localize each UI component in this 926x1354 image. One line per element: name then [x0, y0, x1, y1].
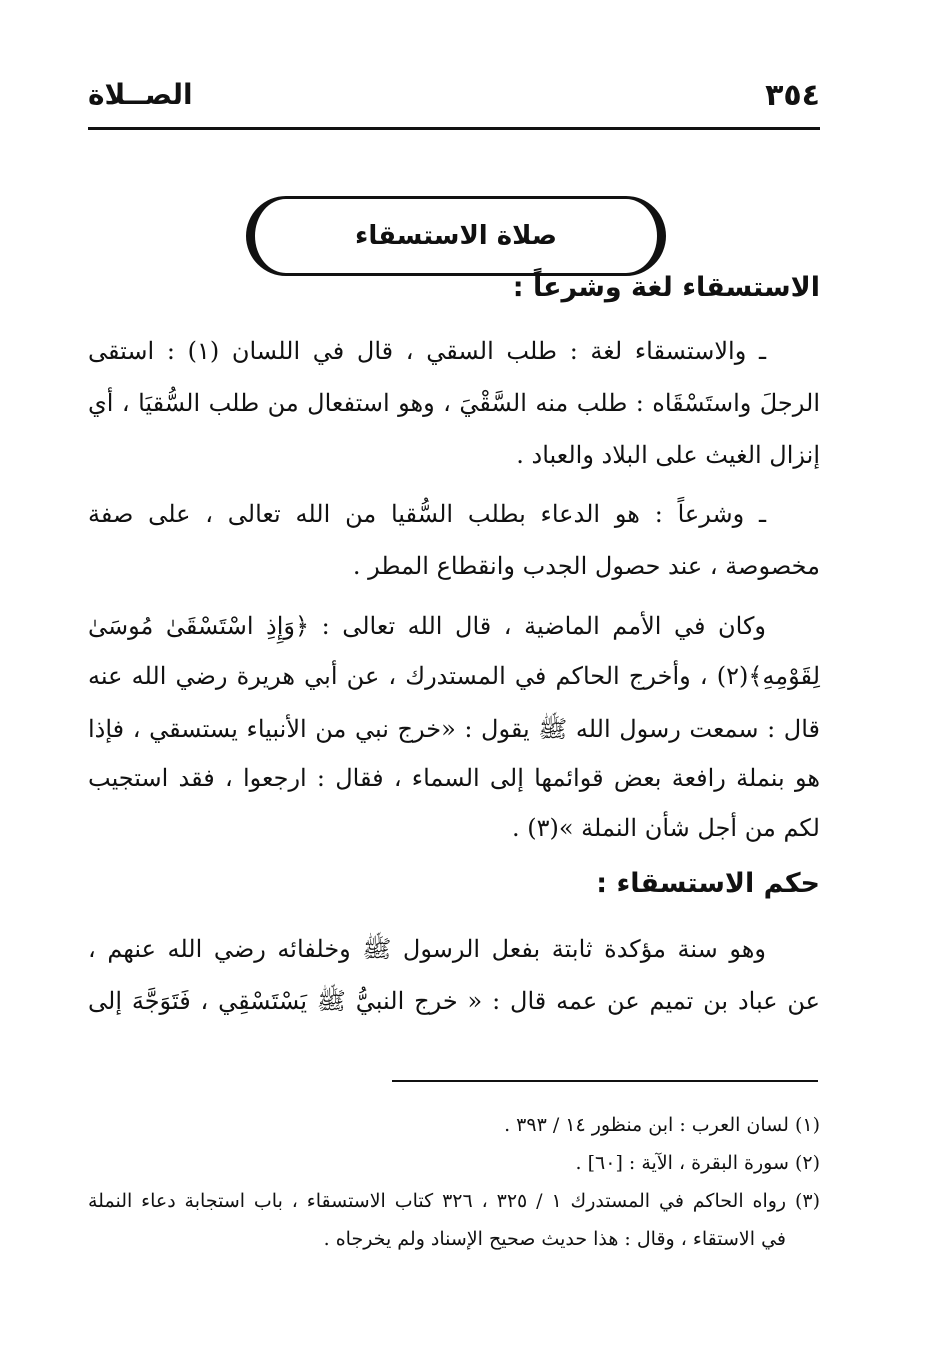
heading-definition: الاستسقاء لغة وشرعاً : — [512, 272, 820, 303]
running-title: الصــلاة — [88, 78, 193, 111]
text-line: قال : سمعت رسول الله ﷺ يقول : «خرج نبي من الأنبياء يستسقي ، فإذا — [88, 715, 821, 743]
footnote-rule — [392, 1080, 818, 1082]
section-title: صلاة الاستسقاء — [355, 221, 557, 251]
footnote: (٢) سورة البقرة ، الآية : [٦٠] . — [575, 1152, 820, 1174]
page-header — [88, 78, 820, 122]
footnote: (٣) رواه الحاكم في المستدرك ١ / ٣٢٥ ، ٣٢٦ كتاب الاستسقاء ، باب استجابة دعاء النملة — [88, 1190, 821, 1212]
footnote: (١) لسان العرب : ابن منظور ١٤ / ٣٩٣ . — [504, 1114, 820, 1136]
text-line: إنزال الغيث على البلاد والعباد . — [516, 441, 820, 469]
text-line: هو بنملة رافعة بعض قوائمها إلى السماء ، فقال : ارجعوا ، فقد استجيب — [88, 764, 820, 792]
heading-ruling: حكم الاستسقاء : — [596, 868, 820, 899]
text-line: وهو سنة مؤكدة ثابتة بفعل الرسول ﷺ وخلفائه رضي الله عنهم ، — [88, 935, 766, 963]
text-line: لِقَوْمِهِ﴾(٢) ، وأخرج الحاكم في المستدرك ، عن أبي هريرة رضي الله عنه — [88, 662, 820, 690]
text-line: ـ وشرعاً : هو الدعاء بطلب السُّقيا من الله تعالى ، على صفة — [88, 500, 766, 528]
text-line: ـ والاستسقاء لغة : طلب السقي ، قال في اللسان (١) : استقى — [88, 337, 766, 365]
text-line: عن عباد بن تميم عن عمه قال : « خرج النبيُّ ﷺ يَسْتَسْقِي ، فَتَوَجَّهَ إلى — [88, 987, 820, 1015]
section-title-frame — [246, 196, 666, 276]
text-line: مخصوصة ، عند حصول الجدب وانقطاع المطر . — [352, 552, 820, 580]
text-line: الرجلَ واستَسْقَاه : طلب منه السَّقْيَ ، وهو استفعال من طلب السُّقيَا ، أي — [88, 389, 820, 417]
text-line: وكان في الأمم الماضية ، قال الله تعالى : ﴿وَإِذِ اسْتَسْقَىٰ مُوسَىٰ — [88, 612, 766, 640]
page-number: ٣٥٤ — [765, 78, 820, 113]
footnote-continuation: في الاستقاء ، وقال : هذا حديث صحيح الإسناد ولم يخرجاه . — [323, 1228, 786, 1250]
text-line: لكم من أجل شأن النملة »(٣) . — [511, 814, 820, 842]
header-rule — [88, 127, 820, 130]
